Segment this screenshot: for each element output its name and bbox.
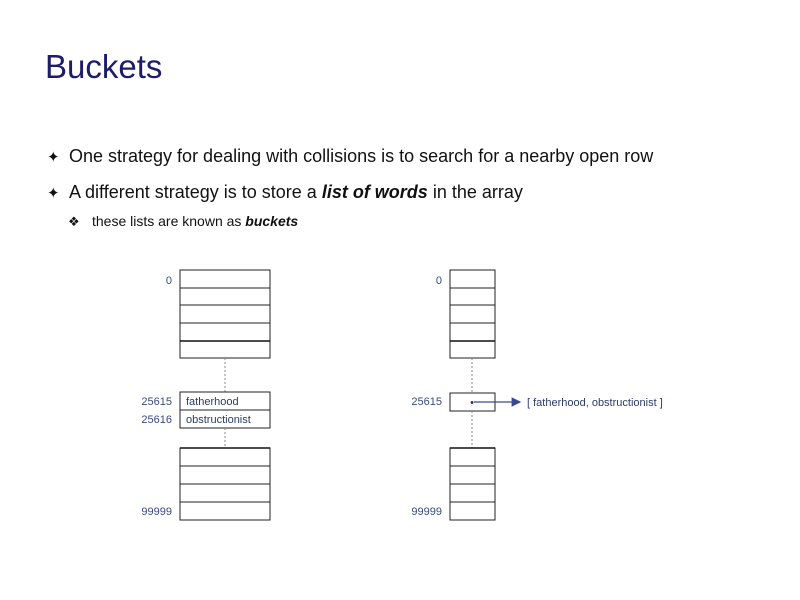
left-table-top-block: [180, 270, 270, 358]
left-table-bottom-block: [180, 448, 270, 520]
right-index-0: 0: [435, 275, 442, 287]
right-index-99999: 99999: [411, 506, 442, 518]
left-cell-obstructionist: obstructionist: [186, 414, 251, 426]
left-cell-fatherhood: fatherhood: [186, 396, 239, 408]
left-index-0: 0: [165, 275, 172, 287]
right-index-25615: 25615: [411, 396, 442, 408]
left-index-25615: 25615: [141, 396, 172, 408]
left-index-25616: 25616: [141, 414, 172, 426]
right-table: [411, 270, 662, 520]
left-table: [141, 270, 270, 520]
bullet-2-emphasis: list of words: [321, 182, 428, 202]
left-index-99999: 99999: [141, 506, 172, 518]
diamond-bullet-icon: ❖: [68, 214, 80, 229]
sub-bullet-text-pre: these lists are known as: [92, 213, 246, 229]
bullet-2-text-post: in the array: [427, 182, 523, 202]
star-bullet-icon: ✦: [47, 185, 60, 202]
left-table-mid-block: [180, 392, 270, 428]
star-bullet-icon: ✦: [47, 149, 60, 166]
right-cell-pointer: •: [470, 397, 474, 409]
bullet-1-text: One strategy for dealing with collisions is to search for a nearby open row: [69, 146, 654, 166]
bucket-list-text: [ fatherhood, obstructionist ]: [527, 397, 663, 409]
slide-title: Buckets: [45, 48, 163, 85]
sub-bullet-emphasis: buckets: [245, 213, 299, 229]
right-table-mid-block: [450, 393, 663, 411]
right-table-bottom-block: [450, 448, 495, 520]
bullet-2-text-pre: A different strategy is to store a: [69, 182, 322, 202]
right-table-top-block: [450, 270, 495, 358]
